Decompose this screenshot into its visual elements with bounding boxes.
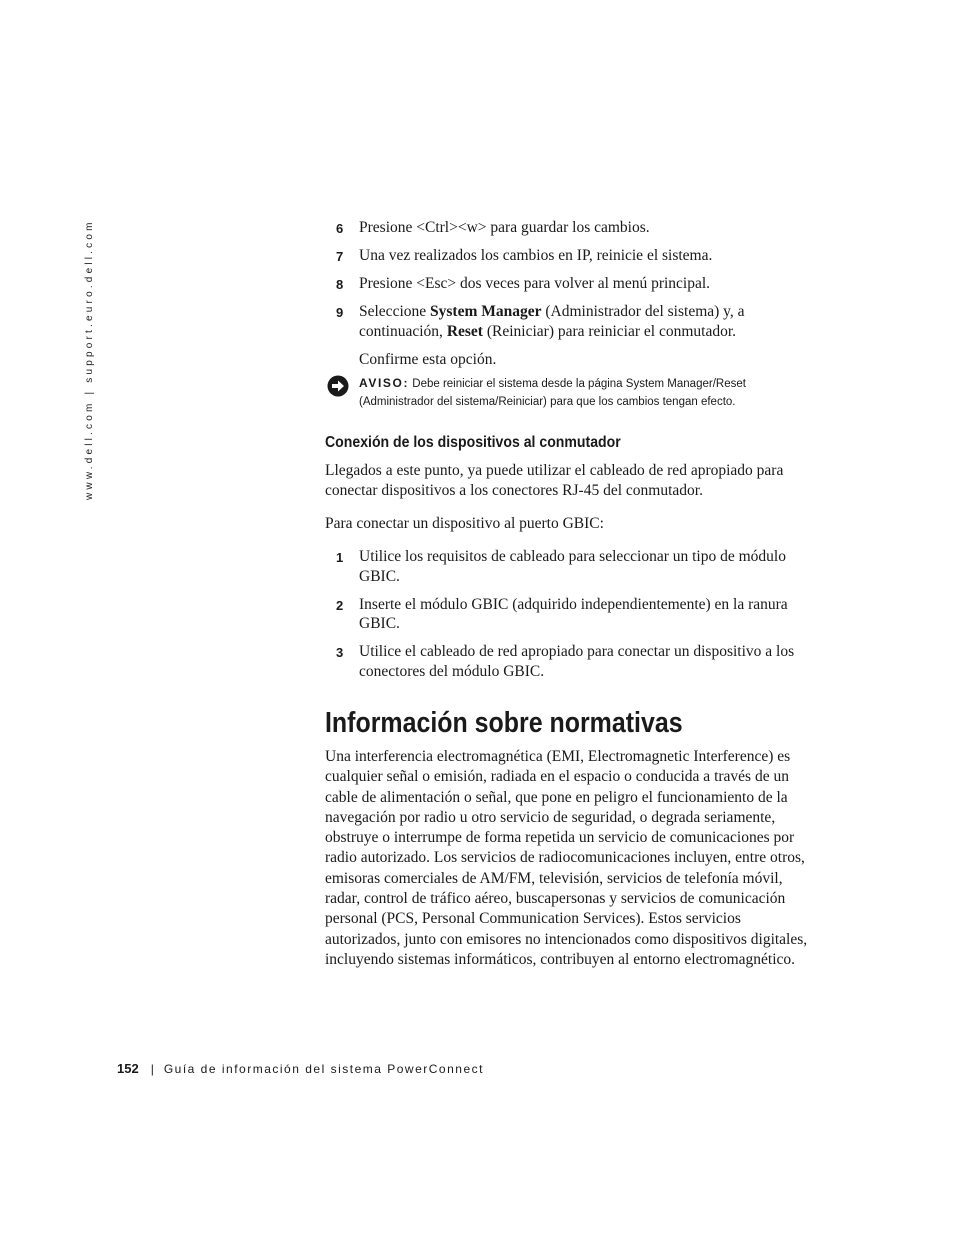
section-heading: Información sobre normativas <box>325 707 683 739</box>
step-text: Una vez realizados los cambios en IP, reinicie el sistema. <box>359 247 713 264</box>
subsection-heading: Conexión de los dispositivos al conmutador <box>325 434 621 451</box>
step-number: 8 <box>336 277 344 292</box>
list-item <box>325 595 815 634</box>
step-text-mid: (Administrador del sistema) y, a continuación, <box>359 303 745 340</box>
footer-title: Guía de información del sistema PowerConnect <box>163 1062 484 1076</box>
notice-text: Debe reiniciar el sistema desde la página System Manager/Reset (Administrador del sistema/Reiniciar) para que los cambios tengan efecto. <box>359 378 746 408</box>
notice-label: AVISO: <box>359 376 410 390</box>
confirm-text: Confirme esta opción. <box>359 350 497 368</box>
step-number: 9 <box>336 305 344 320</box>
page-footer <box>117 1061 484 1076</box>
arrow-right-circle-icon <box>327 375 349 397</box>
reset-term: Reset <box>446 322 483 340</box>
step-text: Inserte el módulo GBIC (adquirido independientemente) en la ranura GBIC. <box>359 595 788 632</box>
step-text-pre: Seleccione <box>359 303 431 320</box>
step-text: Presione <Ctrl><w> para guardar los cambios. <box>359 219 650 236</box>
page-number: 152 <box>117 1061 139 1076</box>
step-text: Utilice los requisitos de cableado para seleccionar un tipo de módulo GBIC. <box>359 548 786 585</box>
step-number: 7 <box>336 249 344 264</box>
step-number: 3 <box>336 645 344 660</box>
list-item <box>325 642 815 681</box>
section-body: Una interferencia electromagnética (EMI, Electromagnetic Interference) es cualquier señal o emisión, radiada en el espacio o conducida a través de un cable de alimentación o señal, que pone en peligro el funcionamiento de la navegación por radio u otro servicio de seguridad, o degrada seriamente, obstruye o interrumpe de forma repetida un servicio de comunicaciones por radio autorizado. Los servicios de radiocomunicaciones incluyen, entre otros, emisoras comerciales de AM/FM, televisión, servicios de telefonía móvil, radar, control de tráfico aéreo, buscapersonas y servicios de comunicación personal (PCS, Personal Communication Services). Estos servicios autorizados, junto con emisores no intencionados como dispositivos digitales, incluyendo sistemas informáticos, contribuyen al entorno electromagnético. <box>325 748 808 968</box>
gbic-intro: Para conectar un dispositivo al puerto GBIC: <box>325 515 604 532</box>
list-item <box>325 302 815 341</box>
page-content <box>325 218 815 970</box>
notice-box <box>325 375 815 411</box>
step-text: Utilice el cableado de red apropiado para conectar un dispositivo a los conectores del módulo GBIC. <box>359 643 795 680</box>
step-text-post: (Reiniciar) para reiniciar el conmutador. <box>482 322 737 340</box>
step-text: Presione <Esc> dos veces para volver al menú principal. <box>359 275 711 292</box>
step-number: 6 <box>336 221 344 236</box>
step-number: 2 <box>336 597 344 613</box>
list-item <box>325 547 815 586</box>
list-item <box>325 274 815 294</box>
sidebar-url: www.dell.com | support.euro.dell.com <box>84 219 95 500</box>
gbic-steps <box>325 547 815 681</box>
list-item <box>325 218 815 238</box>
list-item <box>325 246 815 266</box>
subsection-intro: Llegados a este punto, ya puede utilizar el cableado de red apropiado para conectar dispositivos a los conectores RJ-45 del conmutador. <box>325 462 784 499</box>
footer-separator: | <box>150 1062 154 1076</box>
step-number: 1 <box>336 550 344 565</box>
system-manager-term: System Manager <box>430 303 542 320</box>
